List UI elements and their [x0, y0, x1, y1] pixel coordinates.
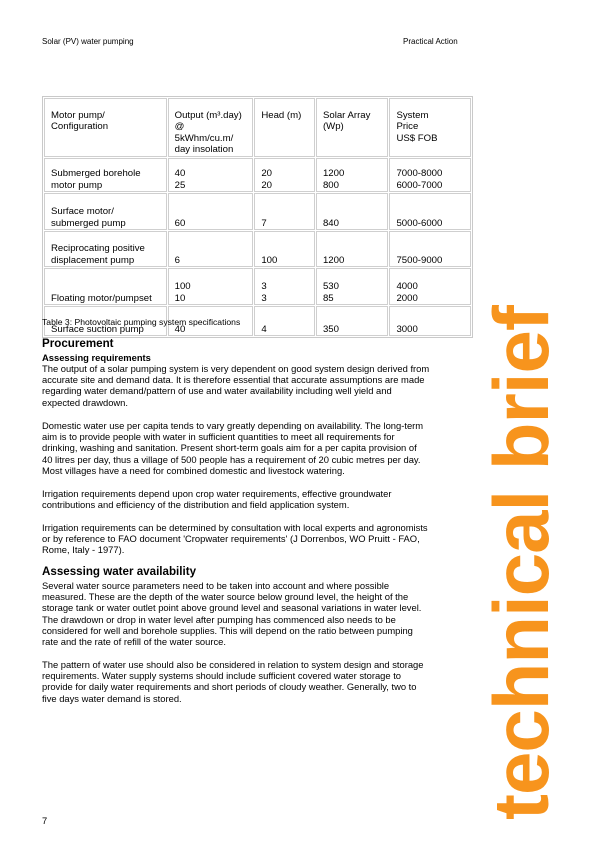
- table-cell: 350: [316, 306, 388, 336]
- table-cell: 5000-6000: [389, 193, 471, 230]
- table-row: [44, 268, 471, 305]
- table-cell: Floating motor/pumpset: [44, 268, 167, 305]
- table-cell: 40: [168, 306, 254, 336]
- table-cell: Surface suction pump: [44, 306, 167, 336]
- table-header-cell: Motor pump/ Configuration: [44, 98, 167, 157]
- pv-pumping-spec-table: [42, 96, 473, 338]
- subsection-heading-requirements: Assessing requirements: [42, 352, 151, 363]
- table-cell: 20 20: [254, 158, 315, 192]
- paragraph: The output of a solar pumping system is very dependent on good system design derived from accurate site and demand data. It is therefore essential that accurate assumptions are made regarding water demand/pattern of use and water availability including well yield and expected drawdown.: [42, 363, 430, 408]
- table-header-cell: Solar Array (Wp): [316, 98, 388, 157]
- table-cell: 7000-8000 6000-7000: [389, 158, 471, 192]
- table-row: [44, 193, 471, 230]
- table-cell: Submerged borehole motor pump: [44, 158, 167, 192]
- table-header-cell: Output (m³.day) @ 5kWhm/cu.m/ day insolation: [168, 98, 254, 157]
- table-cell: 7: [254, 193, 315, 230]
- table-row: [44, 158, 471, 192]
- section-heading-procurement: Procurement: [42, 337, 114, 350]
- table-cell: 530 85: [316, 268, 388, 305]
- table-cell: 6: [168, 231, 254, 267]
- running-header-title: Solar (PV) water pumping: [42, 37, 134, 46]
- table-cell: 4: [254, 306, 315, 336]
- table-cell: 100: [254, 231, 315, 267]
- table-row: [44, 231, 471, 267]
- table-cell: 1200 800: [316, 158, 388, 192]
- table-caption: Table 3: Photovoltaic pumping system specifications: [42, 317, 241, 327]
- table-cell: 4000 2000: [389, 268, 471, 305]
- table-header-row: [44, 98, 471, 157]
- paragraph: Irrigation requirements depend upon crop water requirements, effective groundwater contributions and efficiency of the distribution and field application system.: [42, 488, 392, 511]
- table-header-cell: Head (m): [254, 98, 315, 157]
- paragraph: Irrigation requirements can be determined by consultation with local experts and agronomists or by reference to FAO document 'Cropwater requirements' (J Dorrenbos, WO Pruitt - FAO, Rome, Italy - 1977).: [42, 522, 428, 556]
- table-cell: 3000: [389, 306, 471, 336]
- table-cell: 40 25: [168, 158, 254, 192]
- paragraph: The pattern of water use should also be considered in relation to system design and storage requirements. Water supply systems should include sufficient covered water storage to provide for daily water requirements and short periods of cloudy weather. Generally, two to five days water demand is stored.: [42, 659, 424, 704]
- table-cell: Reciprocating positive displacement pump: [44, 231, 167, 267]
- table-cell: 1200: [316, 231, 388, 267]
- table-cell: 840: [316, 193, 388, 230]
- running-header-publisher: Practical Action: [403, 37, 458, 46]
- page-number: 7: [42, 815, 48, 826]
- technical-brief-brand-text: technical brief: [477, 306, 565, 820]
- table-cell: Surface motor/ submerged pump: [44, 193, 167, 230]
- table-cell: 60: [168, 193, 254, 230]
- paragraph: Domestic water use per capita tends to vary greatly depending on availability. The long-term aim is to provide people with water in sufficient quantities to meet all requirements for drinking, washing and sanitation. Present short-term goals aim for a per capita provision of 40 litres per day, thus a village of 500 people has a requirement of 20 cubic metres per day. Most villages have a need for combined domestic and livestock watering.: [42, 420, 424, 476]
- table-cell: 100 10: [168, 268, 254, 305]
- table-header-cell: System Price US$ FOB: [389, 98, 471, 157]
- section-heading-water-availability: Assessing water availability: [42, 565, 197, 578]
- table-cell: 7500-9000: [389, 231, 471, 267]
- table-cell: 3 3: [254, 268, 315, 305]
- paragraph: Several water source parameters need to be taken into account and where possible measured. These are the depth of the water source below ground level, the height of the storage tank or water outlet point above ground level and seasonal variations in water level. The drawdown or drop in water level after pumping has commenced also needs to be considered for well and borehole supplies. This will depend on the ratio between pumping rate and the rate of refill of the water source.: [42, 580, 422, 648]
